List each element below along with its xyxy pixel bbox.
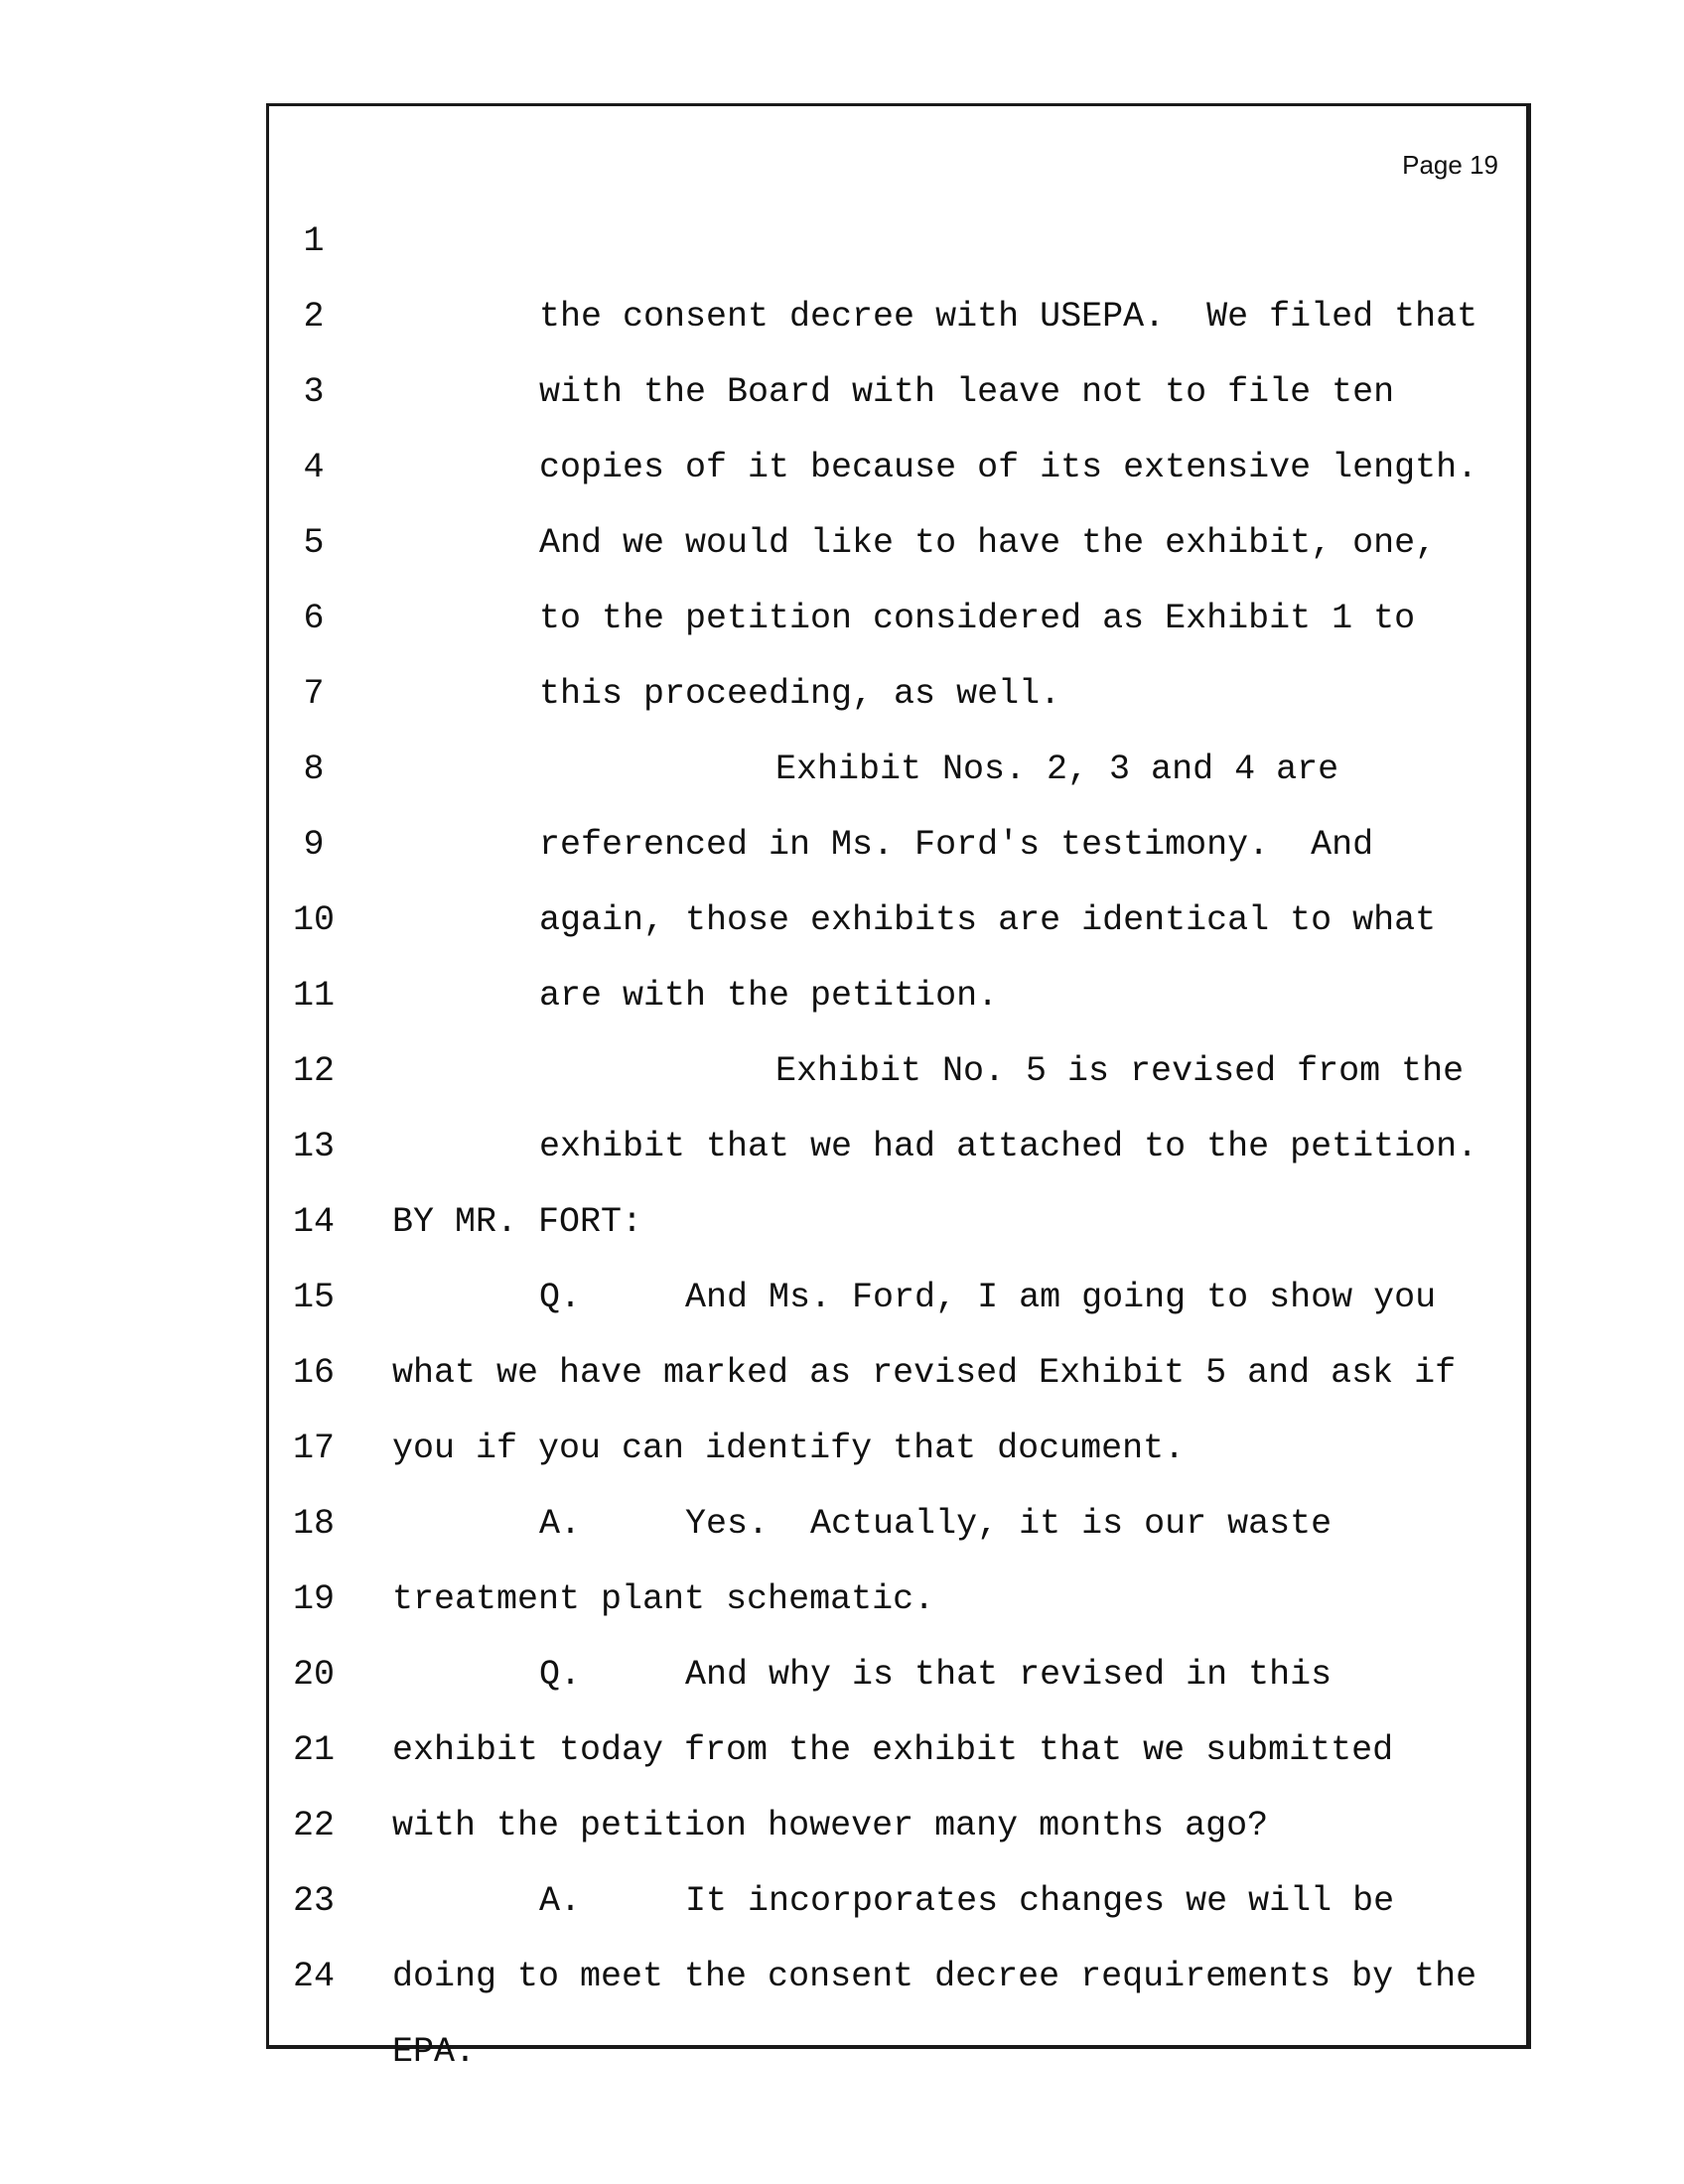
line-text: what we have marked as revised Exhibit 5 and ask if — [392, 1353, 1457, 1393]
line-text: EPA. — [392, 2032, 477, 2072]
line-number: 3 — [303, 372, 325, 412]
line-text: Q. And Ms. Ford, I am going to show you — [539, 1278, 1437, 1317]
page-number: Page 19 — [1402, 150, 1498, 180]
line-number: 22 — [292, 1806, 335, 1845]
line-text: exhibit today from the exhibit that we submitted — [392, 1730, 1394, 1770]
transcript-page-frame — [266, 103, 1531, 2072]
transcript-line — [269, 128, 1526, 337]
line-number: 6 — [303, 599, 325, 638]
line-number: 16 — [292, 1353, 335, 1393]
line-text: Exhibit No. 5 is revised from the — [775, 1051, 1465, 1091]
line-text: Q. And why is that revised in this — [539, 1655, 1333, 1695]
line-text: doing to meet the consent decree requirements by the — [392, 1957, 1477, 1996]
line-text: BY MR. FORT: — [392, 1202, 643, 1242]
line-number: 21 — [292, 1730, 335, 1770]
line-number: 24 — [292, 1957, 335, 1996]
line-text: with the Board with leave not to file ten — [539, 372, 1395, 412]
line-number: 11 — [292, 976, 335, 1016]
line-number: 1 — [303, 221, 325, 261]
line-text: are with the petition. — [539, 976, 999, 1016]
line-text: this proceeding, as well. — [539, 674, 1061, 714]
line-text: the consent decree with USEPA. We filed that — [539, 297, 1478, 337]
line-text: A. Yes. Actually, it is our waste — [539, 1504, 1333, 1544]
line-number: 9 — [303, 825, 325, 865]
line-number: 17 — [292, 1429, 335, 1468]
line-text: you if you can identify that document. — [392, 1429, 1186, 1468]
line-number: 2 — [303, 297, 325, 337]
line-text: with the petition however many months ago? — [392, 1806, 1269, 1845]
line-text: Exhibit Nos. 2, 3 and 4 are — [775, 750, 1339, 789]
line-number: 5 — [303, 523, 325, 563]
line-number: 15 — [292, 1278, 335, 1317]
line-text: to the petition considered as Exhibit 1 to — [539, 599, 1416, 638]
line-text: referenced in Ms. Ford's testimony. And — [539, 825, 1374, 865]
line-text: And we would like to have the exhibit, one, — [539, 523, 1437, 563]
line-number: 14 — [292, 1202, 335, 1242]
line-number: 20 — [292, 1655, 335, 1695]
line-number: 13 — [292, 1127, 335, 1166]
line-text: treatment plant schematic. — [392, 1579, 935, 1619]
line-text: again, those exhibits are identical to what — [539, 900, 1437, 940]
line-number: 19 — [292, 1579, 335, 1619]
line-text: copies of it because of its extensive length. — [539, 448, 1478, 487]
line-number: 8 — [303, 750, 325, 789]
line-text: exhibit that we had attached to the petition. — [539, 1127, 1478, 1166]
line-number: 23 — [292, 1881, 335, 1921]
line-text: A. It incorporates changes we will be — [539, 1881, 1395, 1921]
line-number: 12 — [292, 1051, 335, 1091]
line-number: 4 — [303, 448, 325, 487]
line-number: 10 — [292, 900, 335, 940]
line-number: 18 — [292, 1504, 335, 1544]
line-number: 7 — [303, 674, 325, 714]
